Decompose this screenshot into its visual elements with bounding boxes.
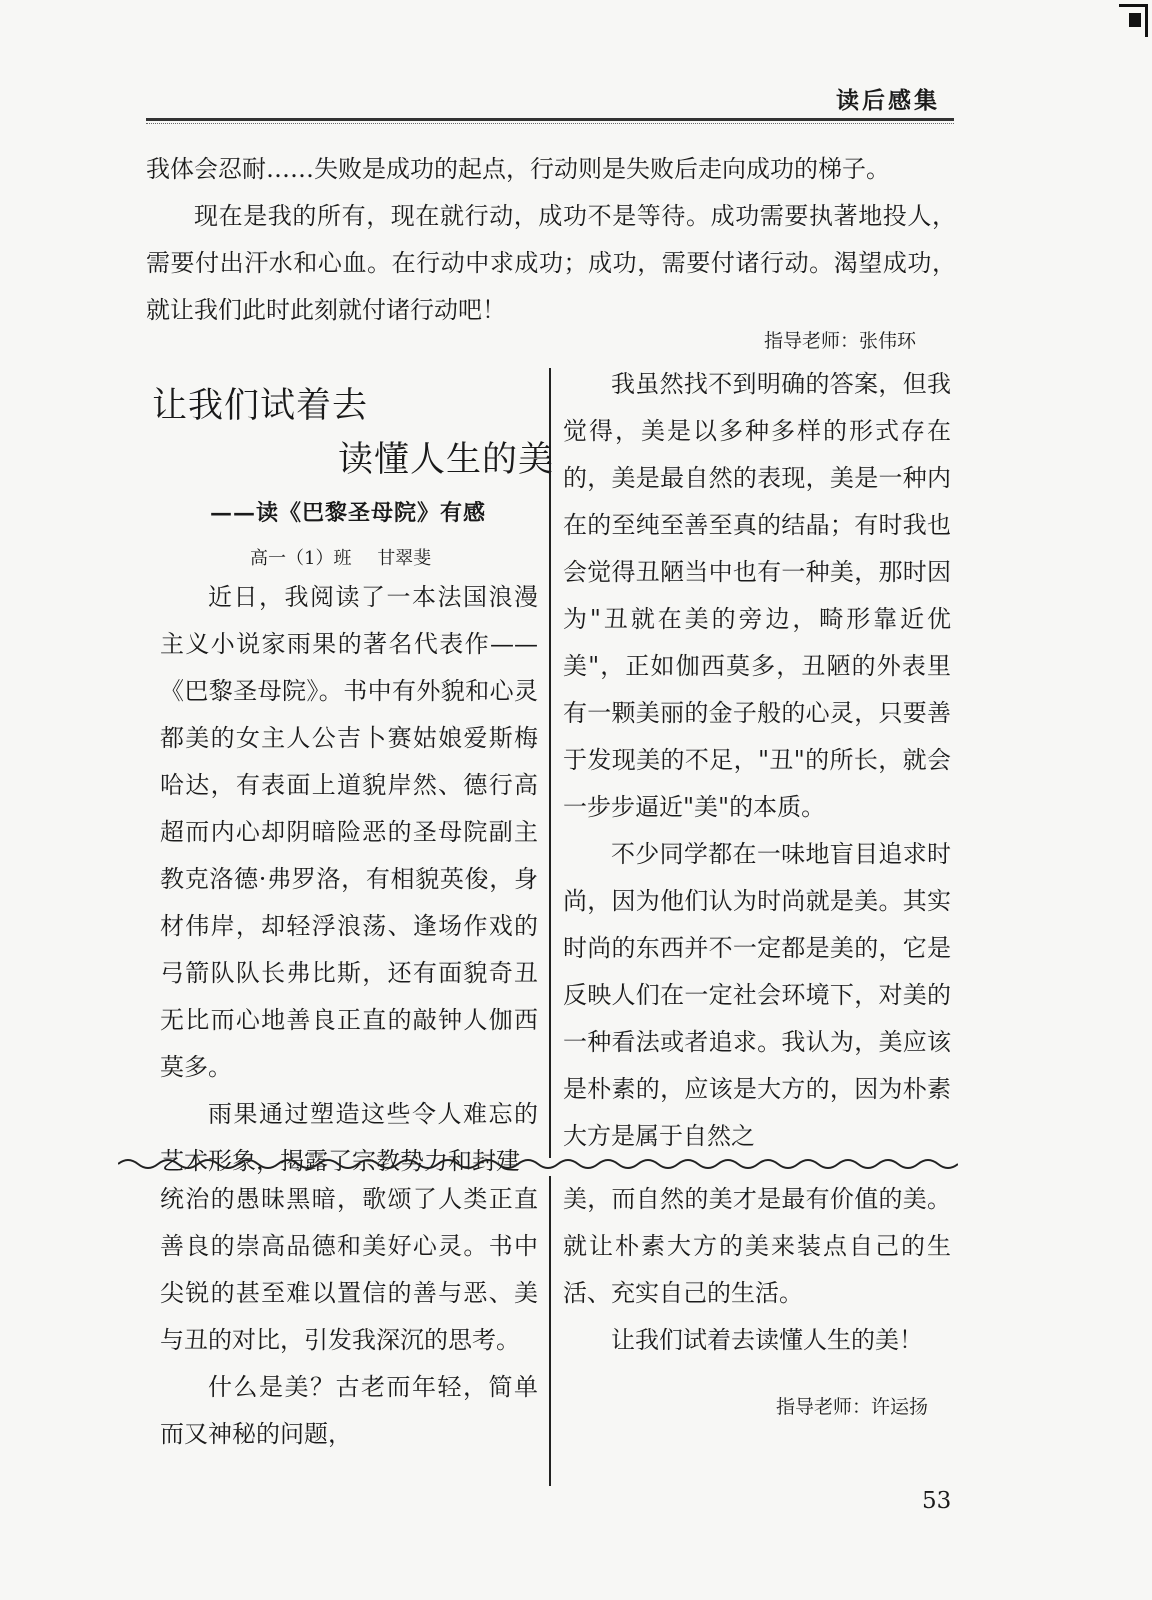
wavy-separator	[118, 1154, 958, 1174]
paragraph: 现在是我的所有，现在就行动，成功不是等待。成功需要执著地投人，需要付出汗水和心血。在行动中求成功；成功，需要付诸行动。渴望成功，就让我们此时此刻就付诸行动吧！	[146, 202, 956, 324]
paragraph: 不少同学都在一味地盲目追求时尚，因为他们认为时尚就是美。其实时尚的东西并不一定都是美的，它是反映人们在一定社会环境下，对美的一种看法或者追求。我认为，美应该是朴素的，应该是大方的，因为朴素大方是属于自然之	[563, 840, 951, 1150]
byline	[250, 544, 431, 570]
right-column-top	[563, 361, 951, 1160]
article-title-line2: 读懂人生的美	[338, 440, 555, 480]
header-rule	[146, 118, 954, 121]
paragraph: 美，而自然的美才是最有价值的美。就让朴素大方的美来装点自己的生活、充实自己的生活。	[563, 1185, 951, 1307]
paragraph: 雨果通过塑造这些令人难忘的艺术形象，揭露了宗教势力和封建	[160, 1100, 538, 1175]
left-column-bottom	[160, 1176, 538, 1458]
column-divider	[549, 368, 551, 1158]
previous-article-ending	[146, 146, 956, 334]
teacher-credit: 指导老师：许运扬	[776, 1396, 929, 1418]
teacher-credit: 指导老师：张伟环	[764, 330, 917, 352]
paragraph: 近日，我阅读了一本法国浪漫主义小说家雨果的著名代表作——《巴黎圣母院》。书中有外貌和心灵都美的女主人公吉卜赛姑娘爱斯梅哈达，有表面上道貌岸然、德行高超而内心却阴暗险恶的圣母院副主教克洛德·弗罗洛，有相貌英俊，身材伟岸，却轻浮浪荡、逢场作戏的弓箭队队长弗比斯，还有面貌奇丑无比而心地善良正直的敲钟人伽西莫多。	[160, 583, 538, 1081]
running-head: 读后感集	[836, 87, 940, 114]
right-column-bottom	[563, 1176, 951, 1364]
paragraph: 统治的愚昧黑暗，歌颂了人类正直善良的崇高品德和美好心灵。书中尖锐的甚至难以置信的善与恶、美与丑的对比，引发我深沉的思考。	[160, 1185, 538, 1354]
paragraph: 让我们试着去读懂人生的美！	[611, 1326, 923, 1354]
author-class: 高一（1）班	[250, 548, 352, 569]
left-column-top	[160, 574, 538, 1185]
scan-corner-mark	[1119, 4, 1148, 37]
paragraph: 我虽然找不到明确的答案，但我觉得，美是以多种多样的形式存在的，美是最自然的表现，美是一种内在的至纯至善至真的结晶；有时我也会觉得丑陋当中也有一种美，那时因为"丑就在美的旁边，畸形靠近优美"，正如伽西莫多，丑陋的外表里有一颗美丽的金子般的心灵，只要善于发现美的不足，"丑"的所长，就会一步步逼近"美"的本质。	[563, 370, 951, 821]
paragraph: 我体会忍耐……失败是成功的起点，行动则是失败后走向成功的梯子。	[146, 155, 890, 183]
column-divider	[549, 1176, 551, 1486]
page-number: 53	[922, 1488, 952, 1514]
article-subtitle: ——读《巴黎圣母院》有感	[210, 500, 487, 526]
author-name: 甘翠斐	[377, 548, 432, 569]
paragraph: 什么是美？古老而年轻，简单而又神秘的问题，	[160, 1373, 538, 1448]
article-title-line1: 让我们试着去	[152, 386, 369, 426]
